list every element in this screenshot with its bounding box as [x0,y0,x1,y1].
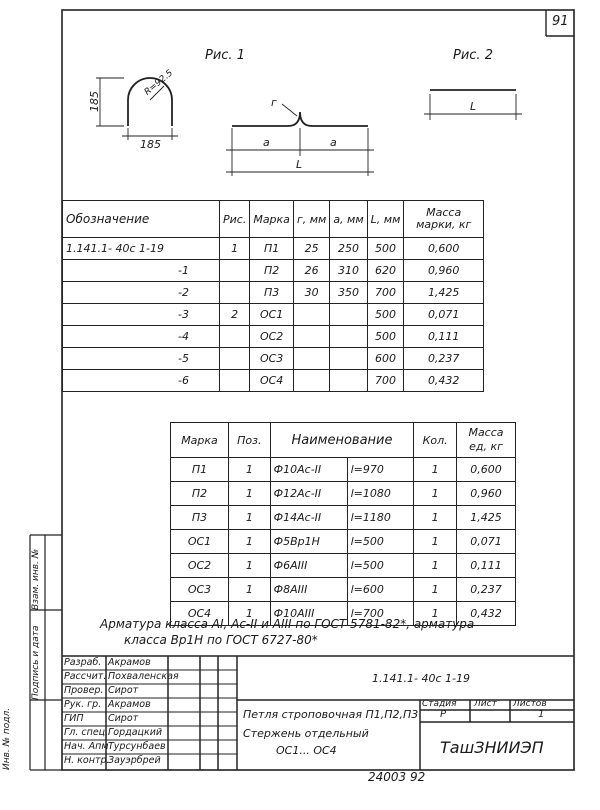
t2-cell-pos: 1 [228,458,270,482]
title-role-name: Акрамов [108,699,151,710]
t1-cell-mark: ОС3 [250,348,294,370]
t2-cell-len: l=1180 [347,506,414,530]
t1-cell-designation: -3 [63,304,220,326]
t2-cell-mark: П3 [171,506,229,530]
hook-label-a2: a [330,136,337,149]
t2-cell-mass: 0,111 [457,554,516,578]
t1-cell-designation: -6 [63,370,220,392]
t2-cell-pos: 1 [228,530,270,554]
t1-cell-L: 500 [367,304,404,326]
t1-row [63,370,484,392]
t1-cell-a [330,326,367,348]
title-line-3: ОС1... ОС4 [276,744,337,757]
sheet-label: Лист [474,699,497,709]
t1-cell-r [293,348,329,370]
t2-cell-name: Ф6АIII [270,554,347,578]
title-role-label: Рук. гр. [64,699,102,710]
t2-cell-mark: П1 [171,458,229,482]
t1-cell-a [330,304,367,326]
t1-cell-L: 700 [367,282,404,304]
t2-header-pos: Поз. [228,423,270,458]
t2-cell-name: Ф8АIII [270,578,347,602]
t2-cell-mass: 0,432 [457,602,516,626]
hook-label-a1: a [263,136,270,149]
t1-cell-fig [220,370,250,392]
t1-cell-a: 310 [330,260,367,282]
t1-cell-L: 500 [367,326,404,348]
title-role-label: Гл. спец. [64,727,109,738]
title-role-name: Турсунбаев [108,741,166,752]
t1-row [63,238,484,260]
t1-cell-r [293,370,329,392]
title-role-label: Разраб. [64,657,102,668]
t2-cell-mark: ОС4 [171,602,229,626]
t1-header-fig: Рис. [220,201,250,238]
t1-row [63,348,484,370]
title-line-1: Петля строповочная П1,П2,П3 [243,708,419,721]
title-line-2: Стержень отдельный [243,727,369,740]
title-role-name: Сирот [108,685,139,696]
t1-header-r: г, мм [293,201,329,238]
fig1-dim-height: 185 [88,91,101,112]
title-role-label: ГИП [64,713,84,724]
t1-cell-a: 250 [330,238,367,260]
t1-cell-fig: 2 [220,304,250,326]
t1-cell-mass: 0,432 [404,370,484,392]
fig1-label: Рис. 1 [205,48,245,63]
hook-drawing [232,112,368,126]
t1-cell-a [330,370,367,392]
fig1-dim-width: 185 [140,138,161,151]
t2-cell-pos: 1 [228,482,270,506]
t2-cell-len: l=970 [347,458,414,482]
t1-cell-mark: П1 [250,238,294,260]
note-line-1: Арматура класса АI, Ас-II и АIII по ГОСТ 5781-82*, арматура [100,617,475,631]
sheets-value: 1 [538,709,545,720]
t2-cell-len: l=500 [347,530,414,554]
side-inv-orig: Инв. № подл. [2,707,12,770]
t2-cell-name: Ф10Ас-II [270,458,347,482]
t2-cell-pos: 1 [228,602,270,626]
t1-row [63,260,484,282]
t1-cell-r: 25 [293,238,329,260]
t2-cell-mass: 1,425 [457,506,516,530]
t2-row [171,482,516,506]
sheets-label: Листов [513,699,547,709]
title-role-label: Рассчит. [64,671,107,682]
t1-row [63,282,484,304]
t1-cell-mass: 0,071 [404,304,484,326]
t1-cell-designation: -5 [63,348,220,370]
t1-cell-mass: 0,600 [404,238,484,260]
title-block-code: 1.141.1- 40с 1-19 [372,672,470,685]
fig2-dim-L: L [470,100,477,113]
t2-header-qty: Кол. [414,423,457,458]
t1-cell-r: 26 [293,260,329,282]
t2-cell-mark: ОС1 [171,530,229,554]
t1-cell-designation: -1 [63,260,220,282]
hook-label-L: L [296,158,303,171]
t1-cell-fig [220,348,250,370]
bottom-code: 24003 92 [368,770,426,784]
t1-cell-L: 620 [367,260,404,282]
table-marks [62,200,484,392]
t2-cell-qty: 1 [414,554,457,578]
t1-row [63,304,484,326]
t2-row [171,458,516,482]
t2-cell-pos: 1 [228,578,270,602]
t2-row [171,530,516,554]
title-role-name: Акрамов [108,657,151,668]
t1-cell-mass: 0,111 [404,326,484,348]
t2-header-mark: Марка [171,423,229,458]
side-sign-date: Подпись и дата [31,625,41,700]
t1-header-mark: Марка [250,201,294,238]
t2-cell-name: Ф5Вр1Н [270,530,347,554]
t2-cell-len: l=700 [347,602,414,626]
t2-cell-pos: 1 [228,506,270,530]
title-role-label: Н. контр. [64,755,110,766]
t1-cell-fig [220,326,250,348]
t2-cell-mass: 0,237 [457,578,516,602]
sheet-number: 91 [552,14,569,29]
t1-cell-fig [220,282,250,304]
t2-cell-name: Ф10АIII [270,602,347,626]
title-role-label: Нач. Апм [64,741,109,752]
t2-cell-name: Ф14Ас-II [270,506,347,530]
t2-cell-mass: 0,960 [457,482,516,506]
t2-cell-mass: 0,600 [457,458,516,482]
organization: ТашЗНИИЭП [440,738,544,757]
t2-cell-qty: 1 [414,530,457,554]
t1-header-mass: Масса марки, кг [404,201,484,238]
t2-cell-qty: 1 [414,602,457,626]
t1-cell-designation: -4 [63,326,220,348]
t1-cell-r [293,326,329,348]
t1-cell-designation: 1.141.1- 40с 1-19 [63,238,220,260]
title-role-name: Гордацкий [108,727,163,738]
t1-cell-fig [220,260,250,282]
table-spec [170,422,516,626]
t1-cell-L: 500 [367,238,404,260]
t2-header-name: Наименование [270,423,414,458]
t1-header-a: a, мм [330,201,367,238]
t1-header-L: L, мм [367,201,404,238]
side-replace: Взам. инв. № [31,548,41,610]
t1-cell-mass: 0,237 [404,348,484,370]
title-role-name: Похваленская [108,671,179,682]
t2-cell-qty: 1 [414,506,457,530]
fig2-label: Рис. 2 [453,48,493,63]
t1-cell-designation: -2 [63,282,220,304]
t1-cell-r: 30 [293,282,329,304]
stage-value: Р [440,709,447,720]
t2-cell-qty: 1 [414,458,457,482]
t2-cell-len: l=600 [347,578,414,602]
t1-cell-fig: 1 [220,238,250,260]
t2-cell-qty: 1 [414,482,457,506]
title-role-label: Провер. [64,685,104,696]
t1-cell-r [293,304,329,326]
t2-cell-len: l=1080 [347,482,414,506]
t1-cell-mark: ОС2 [250,326,294,348]
stage-label: Стадия [422,699,457,709]
t1-cell-mass: 0,960 [404,260,484,282]
t1-cell-mark: П2 [250,260,294,282]
t1-cell-a: 350 [330,282,367,304]
t1-cell-L: 600 [367,348,404,370]
t1-cell-a [330,348,367,370]
t2-header-mass: Масса ед, кг [457,423,516,458]
title-role-name: Сирот [108,713,139,724]
note-line-2: класса Вр1Н по ГОСТ 6727-80* [124,633,318,647]
hook-label-r: г [271,96,277,109]
t2-row [171,506,516,530]
t2-cell-mark: П2 [171,482,229,506]
t1-cell-mark: П3 [250,282,294,304]
t1-cell-mark: ОС4 [250,370,294,392]
t1-cell-mark: ОС1 [250,304,294,326]
t1-header-designation: Обозначение [63,201,220,238]
t2-cell-name: Ф12Ас-II [270,482,347,506]
t2-cell-mark: ОС2 [171,554,229,578]
t2-cell-len: l=500 [347,554,414,578]
t2-cell-qty: 1 [414,578,457,602]
t2-cell-mark: ОС3 [171,578,229,602]
t1-cell-mass: 1,425 [404,282,484,304]
title-role-name: Зауэрбрей [108,755,161,766]
t1-row [63,326,484,348]
t2-cell-mass: 0,071 [457,530,516,554]
fig1-dim-radius: R=92.5 [142,68,176,98]
t2-row [171,554,516,578]
t2-row [171,578,516,602]
t2-cell-pos: 1 [228,554,270,578]
t1-cell-L: 700 [367,370,404,392]
